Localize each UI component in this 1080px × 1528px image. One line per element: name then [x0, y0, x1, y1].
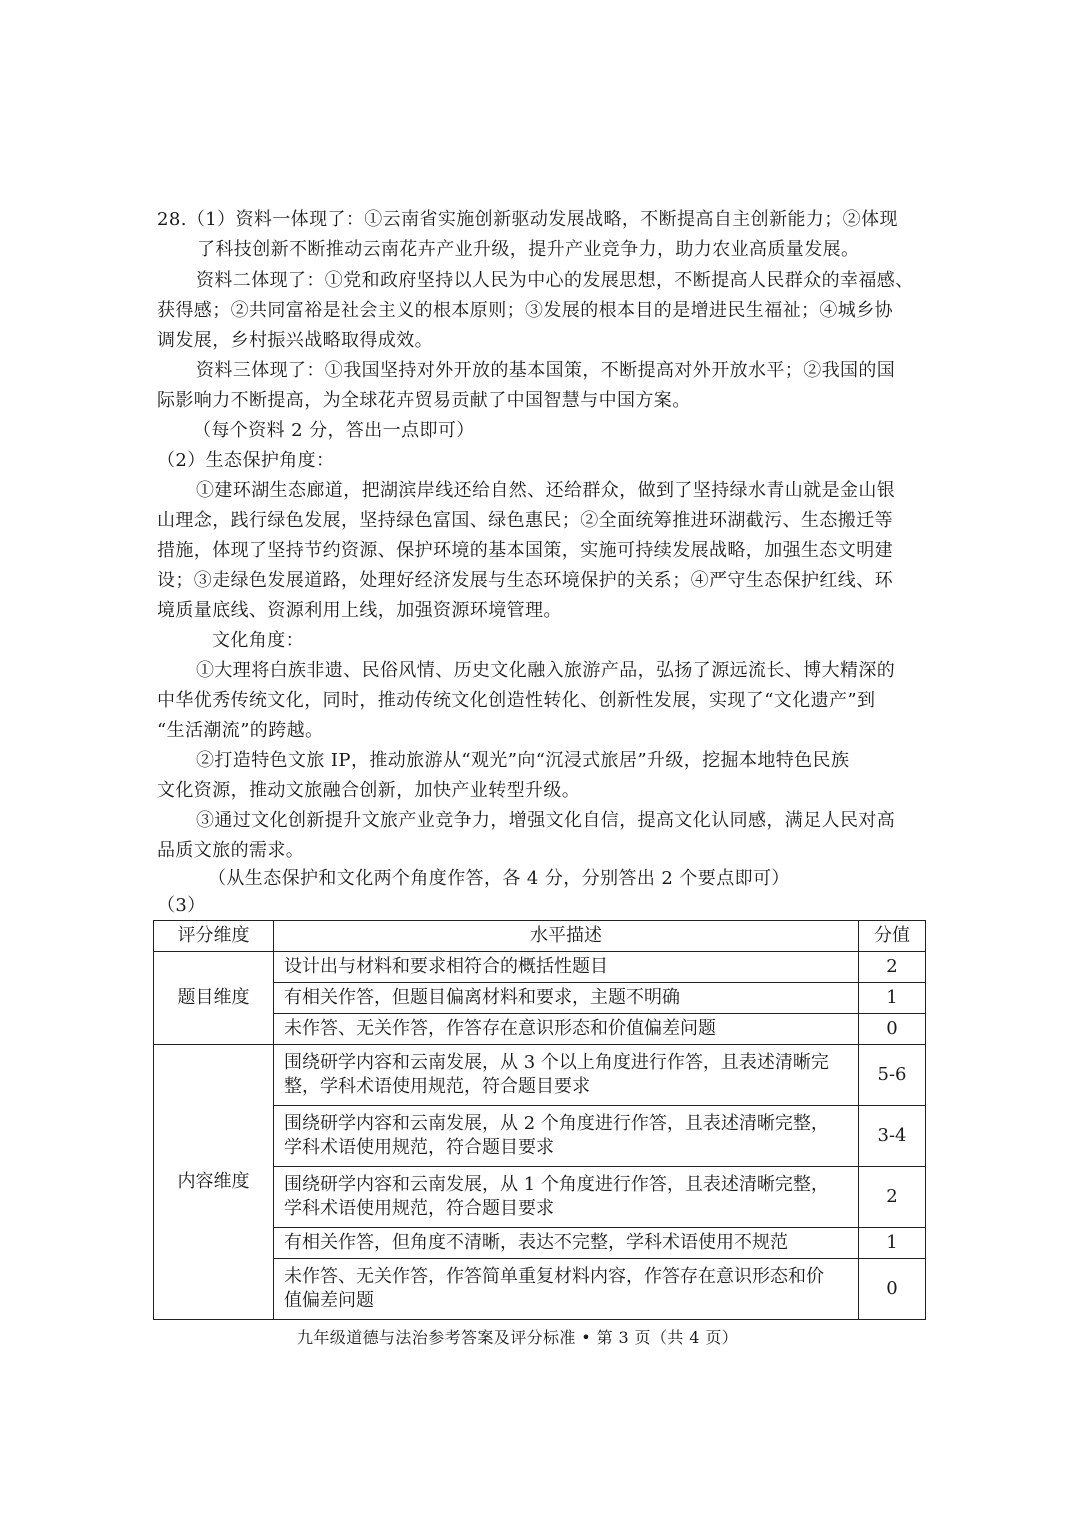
q28-part1-line1: 28.（1）资料一体现了：①云南省实施创新驱动发展战略，不断提高自主创新能力；②体现 — [157, 209, 898, 230]
row-description-line: 未作答、无关作答，作答简单重复材料内容，作答存在意识形态和价 — [284, 1266, 824, 1287]
culture3-line1: ③通过文化创新提升文旅产业竞争力，增强文化自信，提高文化认同感，满足人民对高 — [196, 810, 896, 831]
row-score: 0 — [859, 1014, 926, 1045]
part2-heading: （2）生态保护角度： — [157, 450, 335, 471]
q28-part1-line2: 了科技创新不断推动云南花卉产业升级，提升产业竞争力，助力农业高质量发展。 — [197, 239, 860, 260]
row-description-line: 学科术语使用规范，符合题目要求 — [284, 1137, 554, 1158]
row-score: 0 — [859, 1259, 926, 1320]
row-score: 1 — [859, 1228, 926, 1259]
scoring-note-2: （从生态保护和文化两个角度作答，各 4 分，分别答出 2 个要点即可） — [208, 868, 790, 889]
header-score: 分值 — [859, 921, 926, 952]
culture2-line2: 文化资源，推动文旅融合创新，加快产业转型升级。 — [157, 780, 581, 801]
material2-line1: 资料二体现了：①党和政府坚持以人民为中心的发展思想，不断提高人民群众的幸福感、 — [196, 270, 914, 291]
row-description — [274, 1259, 859, 1320]
row-description: 设计出与材料和要求相符合的概括性题目 — [274, 952, 859, 983]
row-description — [274, 1167, 859, 1228]
table-row — [154, 952, 926, 983]
row-score: 3-4 — [859, 1106, 926, 1167]
culture3-line2: 品质文旅的需求。 — [157, 840, 305, 861]
eco-line2: 山理念，践行绿色发展，坚持绿色富国、绿色惠民；②全面统筹推进环湖截污、生态搬迁等 — [157, 510, 893, 531]
material3-line1: 资料三体现了：①我国坚持对外开放的基本国策，不断提高对外开放水平；②我国的国 — [196, 360, 896, 381]
row-description — [274, 1106, 859, 1167]
material3-line2: 际影响力不断提高，为全球花卉贸易贡献了中国智慧与中国方案。 — [157, 390, 691, 411]
row-score: 2 — [859, 952, 926, 983]
scoring-table — [153, 920, 926, 1320]
culture2-line1: ②打造特色文旅 IP，推动旅游从“观光”向“沉浸式旅居”升级，挖掘本地特色民族 — [196, 750, 850, 771]
header-dimension: 评分维度 — [154, 921, 274, 952]
row-score: 5-6 — [859, 1045, 926, 1106]
dimension-content: 内容维度 — [154, 1045, 274, 1320]
row-description — [274, 1045, 859, 1106]
eco-line4: 设；③走绿色发展道路，处理好经济发展与生态环境保护的关系；④严守生态保护红线、环 — [157, 570, 893, 591]
culture-heading: 文化角度： — [212, 630, 304, 651]
culture1-line2: 中华优秀传统文化，同时，推动传统文化创造性转化、创新性发展，实现了“文化遗产”到 — [157, 690, 876, 711]
row-score: 1 — [859, 983, 926, 1014]
row-description-line: 值偏差问题 — [284, 1290, 374, 1311]
header-description: 水平描述 — [274, 921, 859, 952]
row-description-line: 整，学科术语使用规范，符合题目要求 — [284, 1076, 590, 1097]
row-description-line: 学科术语使用规范，符合题目要求 — [284, 1198, 554, 1219]
table-header-row — [154, 921, 926, 952]
row-description: 有相关作答，但题目偏离材料和要求，主题不明确 — [274, 983, 859, 1014]
material2-line2: 获得感；②共同富裕是社会主义的根本原则；③发展的根本目的是增进民生福祉；④城乡协 — [157, 300, 893, 321]
eco-line5: 境质量底线、资源利用上线，加强资源环境管理。 — [157, 600, 562, 621]
part3-heading: （3） — [157, 895, 206, 916]
row-description-line: 围绕研学内容和云南发展，从 3 个以上角度进行作答，且表述清晰完 — [284, 1052, 829, 1073]
eco-line3: 措施，体现了坚持节约资源、保护环境的基本国策，实施可持续发展战略，加强生态文明建 — [157, 540, 893, 561]
scoring-note-1: （每个资料 2 分，答出一点即可） — [193, 420, 475, 441]
dimension-topic: 题目维度 — [154, 952, 274, 1045]
table-row — [154, 1045, 926, 1106]
row-score: 2 — [859, 1167, 926, 1228]
row-description-line: 围绕研学内容和云南发展，从 2 个角度进行作答，且表述清晰完整， — [284, 1113, 829, 1134]
row-description: 未作答、无关作答，作答存在意识形态和价值偏差问题 — [274, 1014, 859, 1045]
material2-line3: 调发展，乡村振兴战略取得成效。 — [157, 330, 433, 351]
row-description-line: 围绕研学内容和云南发展，从 1 个角度进行作答，且表述清晰完整， — [284, 1174, 829, 1195]
page-footer: 九年级道德与法治参考答案及评分标准 • 第 3 页（共 4 页） — [297, 1328, 739, 1347]
culture1-line3: “生活潮流”的跨越。 — [157, 720, 324, 741]
culture1-line1: ①大理将白族非遗、民俗风情、历史文化融入旅游产品，弘扬了源远流长、博大精深的 — [196, 660, 896, 681]
row-description: 有相关作答，但角度不清晰，表达不完整，学科术语使用不规范 — [274, 1228, 859, 1259]
eco-line1: ①建环湖生态廊道，把湖滨岸线还给自然、还给群众，做到了坚持绿水青山就是金山银 — [196, 480, 896, 501]
